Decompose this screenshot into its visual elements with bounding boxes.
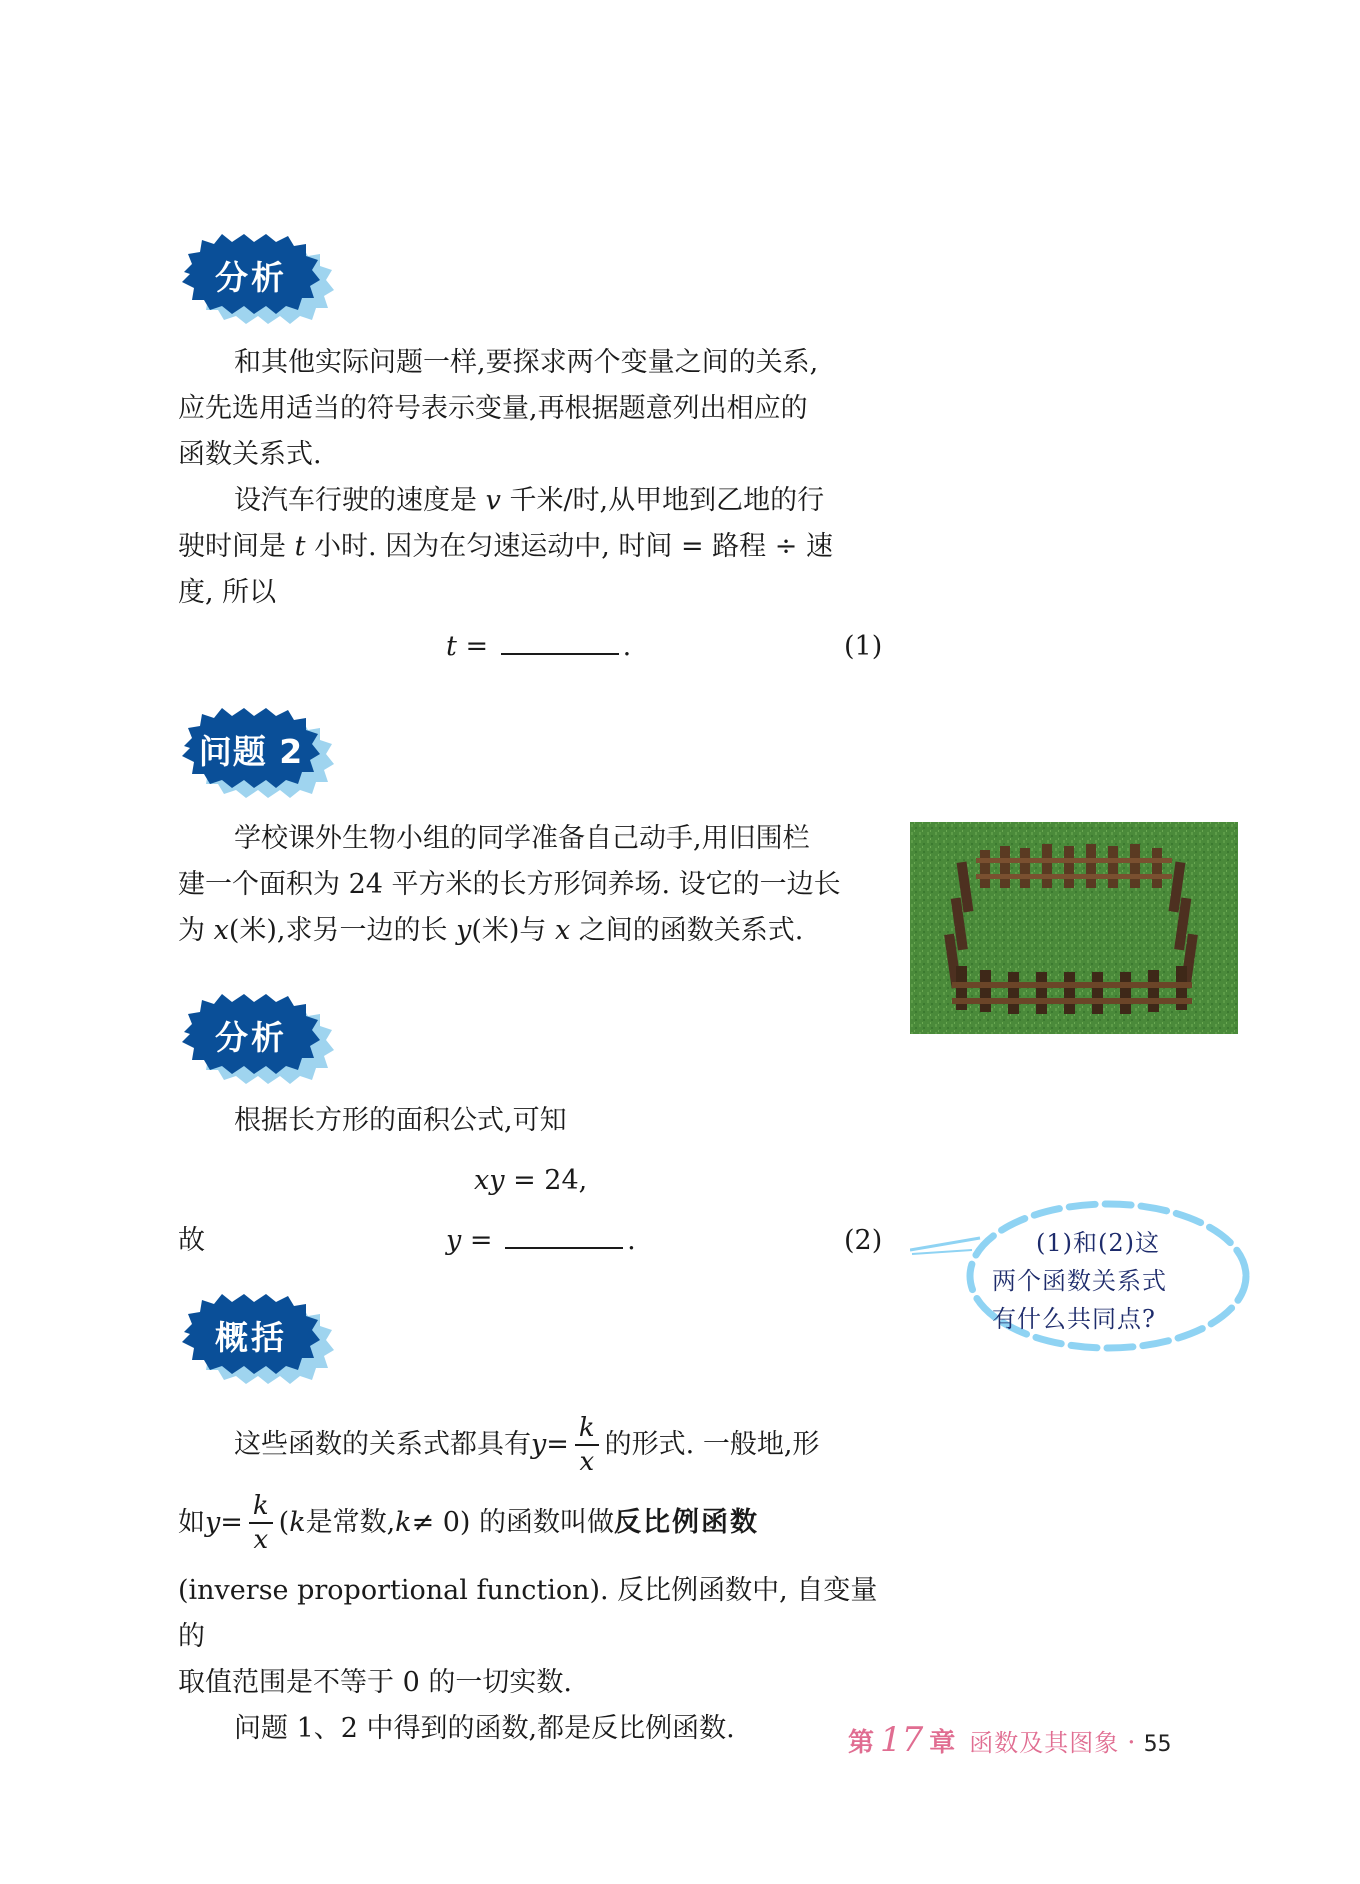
text-line: 设汽车行驶的速度是 v 千米/时,从甲地到乙地的行 bbox=[234, 485, 825, 516]
problem-2-text bbox=[178, 816, 890, 954]
cloud-line: 两个函数关系式 bbox=[992, 1267, 1167, 1295]
text-line: 问题 1、2 中得到的函数,都是反比例函数. bbox=[234, 1713, 735, 1744]
badge-summary bbox=[176, 1292, 336, 1384]
thought-cloud bbox=[910, 1192, 1250, 1362]
badge-label: 分析 bbox=[215, 1017, 287, 1057]
equation-number-2: (2) bbox=[844, 1225, 883, 1256]
badge-analysis-2 bbox=[176, 992, 336, 1084]
chapter-number: 17 bbox=[880, 1720, 924, 1760]
badge-label: 概括 bbox=[215, 1317, 287, 1357]
equation-1: t = . bbox=[446, 624, 631, 670]
chapter-title: 函数及其图象 bbox=[969, 1729, 1120, 1757]
badge-label: 问题 2 bbox=[198, 731, 304, 771]
text-line: 函数关系式. bbox=[178, 439, 322, 470]
cloud-question bbox=[992, 1224, 1192, 1338]
text-line: 应先选用适当的符号表示变量,再根据题意列出相应的 bbox=[178, 393, 808, 424]
badge-analysis-1 bbox=[176, 232, 336, 324]
badge-label: 分析 bbox=[215, 257, 287, 297]
text-line: 度, 所以 bbox=[178, 577, 277, 608]
summary-line-2: 如 y = $\frac{k}{x}$ ( k 是常数, k ≠ 0) 的函数叫做 反比例函数 bbox=[178, 1491, 760, 1555]
text-line: (inverse proportional function). 反比例函数中, 自变量的 bbox=[178, 1575, 878, 1652]
term-inverse-proportional: 反比例函数 bbox=[614, 1507, 760, 1538]
equation-xy: xy = 24, bbox=[474, 1165, 588, 1196]
badge-problem-2 bbox=[176, 706, 336, 798]
page-number: 55 bbox=[1143, 1732, 1172, 1757]
answer-blank[interactable] bbox=[501, 627, 619, 655]
text-line: 为 x(米),求另一边的长 y(米)与 x 之间的函数关系式. bbox=[178, 915, 804, 946]
summary-text bbox=[178, 1568, 890, 1752]
equation-number-1: (1) bbox=[844, 631, 883, 662]
summary-line-1: 这些函数的关系式都具有 y = $\frac{k}{x}$ 的形式. 一般地,形 bbox=[234, 1413, 820, 1477]
text-line: 建一个面积为 24 平方米的长方形饲养场. 设它的一边长 bbox=[178, 869, 841, 900]
chapter-prefix: 第 bbox=[848, 1728, 875, 1758]
footer-dot: · bbox=[1127, 1728, 1136, 1758]
analysis-1-text bbox=[178, 340, 890, 616]
therefore-label: 故 bbox=[178, 1225, 205, 1256]
text-line: 和其他实际问题一样,要探求两个变量之间的关系, bbox=[234, 347, 819, 378]
chapter-suffix: 章 bbox=[929, 1728, 956, 1758]
cloud-line: (1)和(2)这 bbox=[1036, 1229, 1160, 1257]
cloud-line: 有什么共同点? bbox=[992, 1305, 1156, 1333]
analysis-2-text: 根据长方形的面积公式,可知 bbox=[234, 1105, 567, 1136]
fence-photo bbox=[910, 822, 1238, 1034]
page-footer bbox=[848, 1720, 1172, 1760]
answer-blank[interactable] bbox=[505, 1221, 623, 1249]
text-line: 驶时间是 t 小时. 因为在匀速运动中, 时间 = 路程 ÷ 速 bbox=[178, 531, 833, 562]
fraction-k-over-x: $\frac{k}{x}$ bbox=[575, 1415, 599, 1475]
fraction-k-over-x: $\frac{k}{x}$ bbox=[249, 1493, 273, 1553]
equation-2: y = . bbox=[446, 1218, 636, 1264]
text-line: 学校课外生物小组的同学准备自己动手,用旧围栏 bbox=[234, 823, 810, 854]
text-line: 取值范围是不等于 0 的一切实数. bbox=[178, 1667, 572, 1698]
